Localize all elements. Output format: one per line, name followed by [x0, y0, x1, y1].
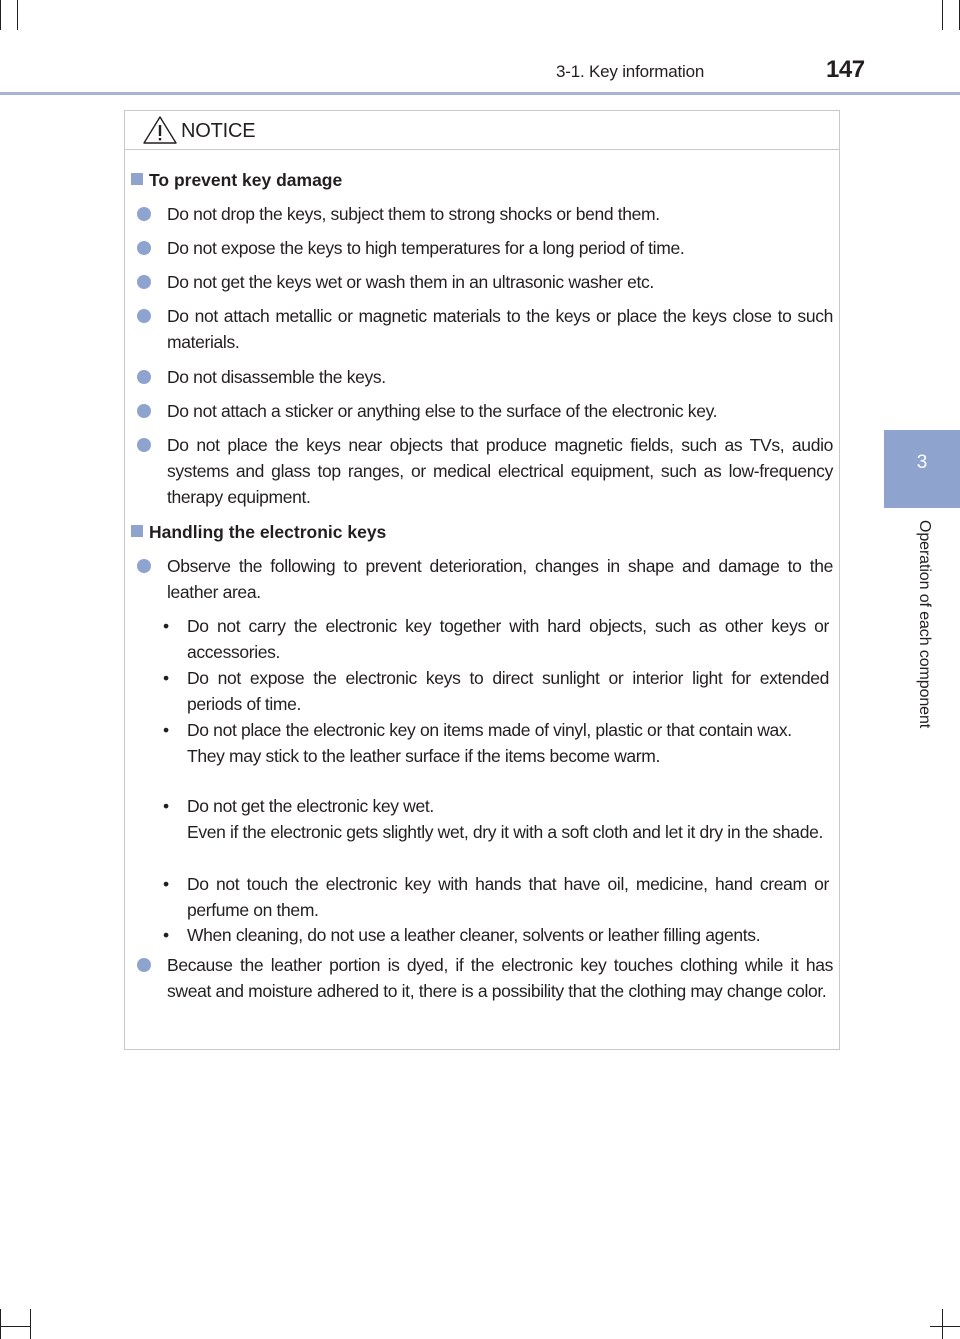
notice-box: [124, 110, 840, 1050]
bullet-mark: •: [163, 874, 169, 894]
crop-mark: [0, 0, 1, 30]
list-item: Do not attach metallic or magnetic materials to the keys or place the keys close to such materials.: [137, 303, 833, 355]
bullet-mark: •: [163, 796, 169, 816]
circle-bullet-icon: [137, 370, 151, 384]
bullet-mark: •: [163, 668, 169, 688]
chapter-number: 3: [916, 452, 928, 473]
chapter-title: Operation of each component: [916, 520, 933, 729]
list-item: Do not expose the keys to high temperatures for a long period of time.: [137, 235, 833, 261]
crop-mark: [0, 1326, 30, 1327]
sub-list-item: • Do not expose the electronic keys to direct sunlight or interior light for extended periods of time.: [163, 665, 829, 717]
bullet-mark: •: [163, 720, 169, 740]
section-heading: Handling the electronic keys: [131, 519, 831, 545]
chapter-tab: [884, 430, 960, 508]
section-title: 3-1. Key information: [556, 62, 705, 81]
circle-bullet-icon: [137, 309, 151, 323]
circle-bullet-icon: [137, 404, 151, 418]
sub-item-note: Even if the electronic gets slightly wet, dry it with a soft cloth and let it dry in the shade.: [187, 822, 823, 842]
circle-bullet-icon: [137, 207, 151, 221]
header-rule: [0, 92, 960, 95]
list-item: Because the leather portion is dyed, if the electronic key touches clothing while it has sweat and moisture adhered to it, there is a possibility that the clothing may change color.: [137, 952, 833, 1004]
bullet-mark: •: [163, 616, 169, 636]
sub-list-item: • Do not get the electronic key wet. Even if the electronic gets slightly wet, dry it with a soft cloth and let it dry in the shade.: [163, 793, 829, 845]
circle-bullet-icon: [137, 241, 151, 255]
square-bullet-icon: [131, 525, 143, 537]
list-item: Do not place the keys near objects that produce magnetic fields, such as TVs, audio systems and glass top ranges, or medical electrical equipment, such as low-frequency therapy equipment.: [137, 432, 833, 510]
list-item: Do not disassemble the keys.: [137, 364, 833, 390]
list-item: Observe the following to prevent deterioration, changes in shape and damage to the leather area.: [137, 553, 833, 605]
circle-bullet-icon: [137, 559, 151, 573]
sub-list-item: • Do not touch the electronic key with hands that have oil, medicine, hand cream or perfume on them.: [163, 871, 829, 923]
notice-header: [125, 111, 839, 150]
section-heading: To prevent key damage: [131, 167, 831, 193]
crop-mark: [942, 1309, 943, 1339]
circle-bullet-icon: [137, 438, 151, 452]
sub-list-item: • Do not carry the electronic key together with hard objects, such as other keys or accessories.: [163, 613, 829, 665]
sub-item-note: They may stick to the leather surface if the items become warm.: [187, 746, 661, 766]
crop-mark: [942, 0, 943, 30]
bullet-mark: •: [163, 925, 169, 945]
notice-title: NOTICE: [181, 120, 256, 142]
list-item: Do not drop the keys, subject them to strong shocks or bend them.: [137, 201, 833, 227]
sub-list-item: • When cleaning, do not use a leather cleaner, solvents or leather filling agents.: [163, 922, 829, 948]
page-number: 147: [826, 56, 865, 83]
crop-mark: [0, 1309, 1, 1339]
circle-bullet-icon: [137, 958, 151, 972]
warning-icon: [142, 115, 178, 145]
crop-mark: [17, 0, 18, 30]
list-item: Do not get the keys wet or wash them in an ultrasonic washer etc.: [137, 269, 833, 295]
list-item: Do not attach a sticker or anything else to the surface of the electronic key.: [137, 398, 833, 424]
square-bullet-icon: [131, 173, 143, 185]
chapter-label: [914, 520, 934, 776]
crop-mark: [930, 1326, 960, 1327]
circle-bullet-icon: [137, 275, 151, 289]
sub-list-item: • Do not place the electronic key on items made of vinyl, plastic or that contain wax. They may stick to the leather surface if the items become warm.: [163, 717, 829, 769]
crop-mark: [30, 1309, 31, 1339]
